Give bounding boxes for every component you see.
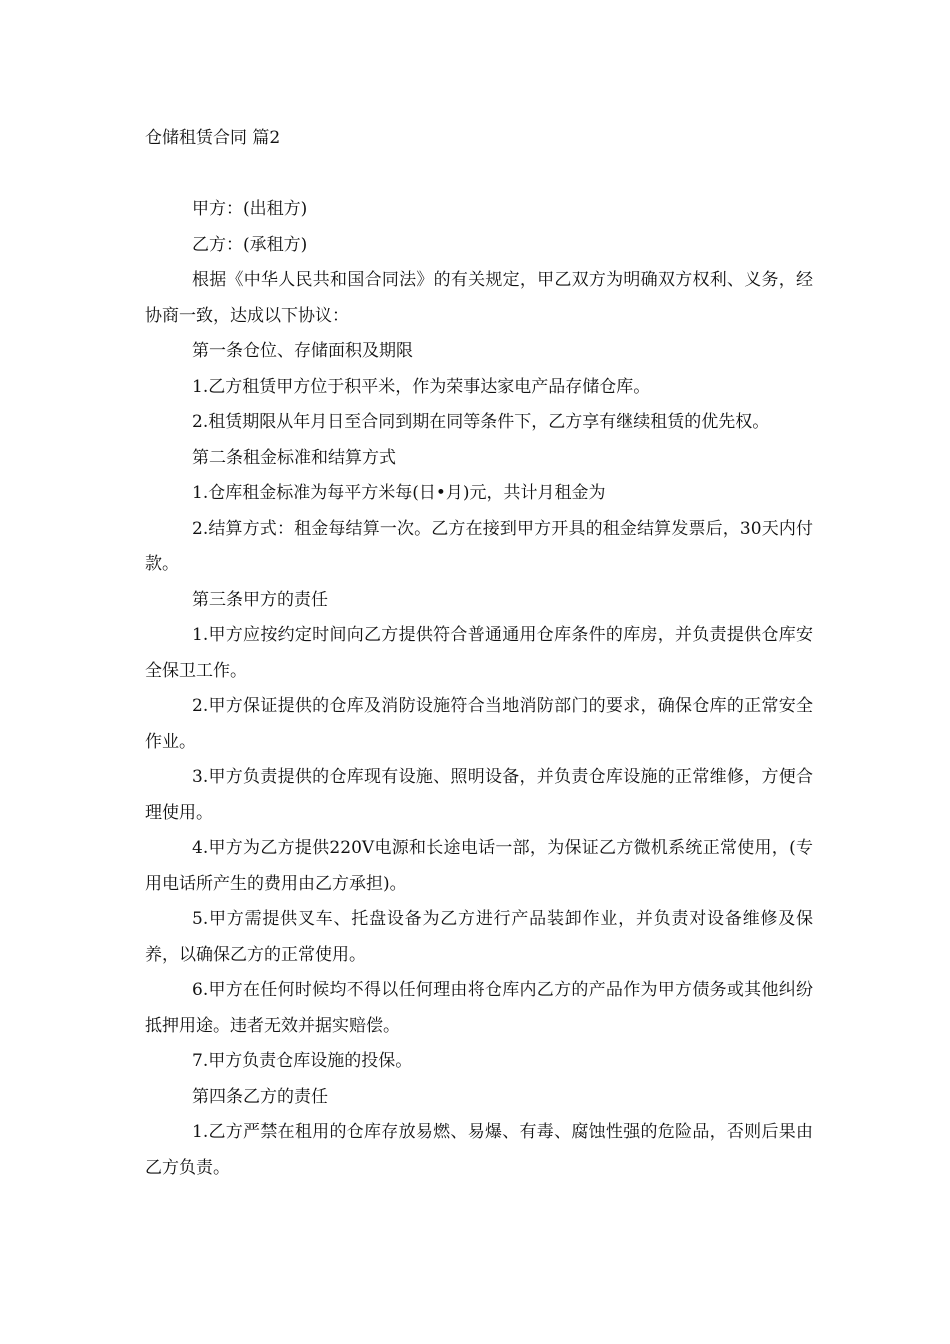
document-body bbox=[145, 192, 813, 1186]
paragraph-preamble: 根据《中华人民共和国合同法》的有关规定，甲乙双方为明确双方权利、义务，经协商一致，达成以下协议： bbox=[145, 270, 813, 326]
paragraph-article-3-item-7: 7.甲方负责仓库设施的投保。 bbox=[192, 1051, 413, 1071]
paragraph-article-3-item-1: 1.甲方应按约定时间向乙方提供符合普通通用仓库条件的库房，并负责提供仓库安全保卫工作。 bbox=[145, 625, 813, 681]
paragraph-article-4-item-1: 1.乙方严禁在租用的仓库存放易燃、易爆、有毒、腐蚀性强的危险品，否则后果由乙方负责。 bbox=[145, 1122, 813, 1178]
paragraph-article-1-item-2: 2.租赁期限从年月日至合同到期在同等条件下，乙方享有继续租赁的优先权。 bbox=[192, 412, 770, 432]
paragraph-party-a: 甲方：(出租方) bbox=[192, 199, 308, 219]
heading-article-1: 第一条仓位、存储面积及期限 bbox=[192, 341, 413, 361]
heading-article-2: 第二条租金标准和结算方式 bbox=[192, 447, 396, 468]
document-title: 仓储租赁合同 篇2 bbox=[145, 128, 281, 148]
paragraph-article-3-item-2: 2.甲方保证提供的仓库及消防设施符合当地消防部门的要求，确保仓库的正常安全作业。 bbox=[145, 696, 813, 752]
paragraph-article-2-item-1: 1.仓库租金标准为每平方米每(日•月)元，共计月租金为 bbox=[192, 483, 606, 503]
paragraph-article-3-item-5: 5.甲方需提供叉车、托盘设备为乙方进行产品装卸作业，并负责对设备维修及保养，以确保乙方的正常使用。 bbox=[145, 909, 813, 965]
paragraph-article-3-item-6: 6.甲方在任何时候均不得以任何理由将仓库内乙方的产品作为甲方债务或其他纠纷抵押用途。违者无效并据实赔偿。 bbox=[145, 980, 813, 1036]
paragraph-article-3-item-3: 3.甲方负责提供的仓库现有设施、照明设备，并负责仓库设施的正常维修，方便合理使用。 bbox=[145, 767, 813, 823]
paragraph-article-2-item-2: 2.结算方式：租金每结算一次。乙方在接到甲方开具的租金结算发票后，30天内付款。 bbox=[145, 518, 813, 574]
paragraph-article-1-item-1: 1.乙方租赁甲方位于积平米，作为荣事达家电产品存储仓库。 bbox=[192, 376, 651, 397]
heading-article-4: 第四条乙方的责任 bbox=[192, 1086, 328, 1107]
paragraph-article-3-item-4: 4.甲方为乙方提供220V电源和长途电话一部，为保证乙方微机系统正常使用，(专用电话所产生的费用由乙方承担)。 bbox=[145, 838, 813, 894]
paragraph-party-b: 乙方：(承租方) bbox=[192, 234, 308, 255]
heading-article-3: 第三条甲方的责任 bbox=[192, 589, 328, 610]
